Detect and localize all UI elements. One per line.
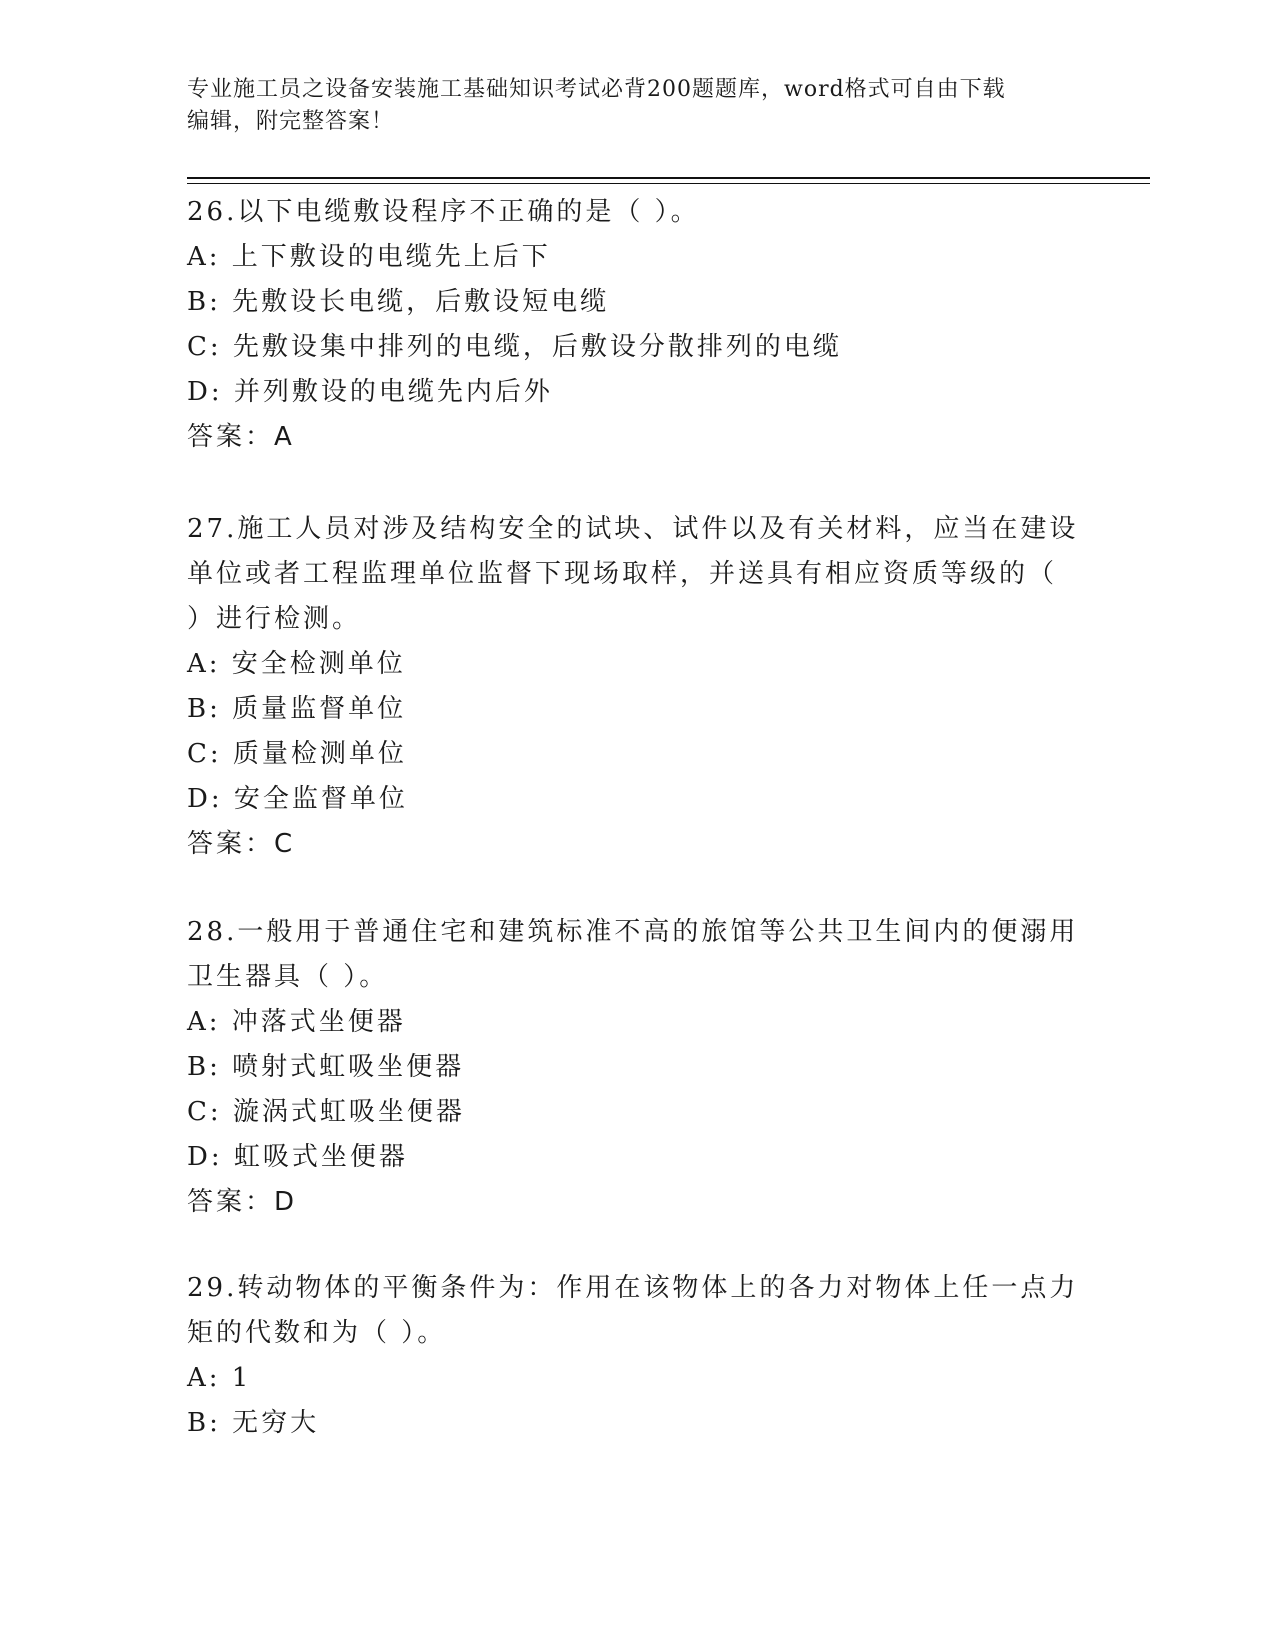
header-divider-thick [187, 177, 1150, 179]
question-29 [187, 1266, 1087, 1446]
option-c: C: 质量检测单位 [187, 739, 407, 769]
option-d: D: 并列敷设的电缆先内后外 [187, 377, 553, 407]
option-d: D: 安全监督单位 [187, 784, 408, 814]
question-stem-line-1: 28.一般用于普通住宅和建筑标准不高的旅馆等公共卫生间内的便溺用 [187, 917, 1079, 947]
option-a: A: 安全检测单位 [187, 649, 406, 679]
answer-line: 答案：D [187, 1187, 298, 1217]
question-27 [187, 507, 1087, 867]
answer-line: 答案：A [187, 422, 295, 452]
option-d: D: 虹吸式坐便器 [187, 1142, 408, 1172]
document-header [187, 74, 1087, 138]
question-stem-line-2: 矩的代数和为（ ）。 [187, 1318, 447, 1348]
option-a: A: 上下敷设的电缆先上后下 [187, 242, 551, 272]
question-list [187, 190, 1087, 1489]
question-stem-line-1: 27.施工人员对涉及结构安全的试块、试件以及有关材料，应当在建设 [187, 514, 1079, 544]
question-28 [187, 910, 1087, 1225]
question-stem-line-2: 单位或者工程监理单位监督下现场取样，并送具有相应资质等级的（ [187, 559, 1058, 589]
question-stem-line-2: 卫生器具（ ）。 [187, 962, 389, 992]
option-a: A: 1 [187, 1363, 252, 1393]
question-stem-line-3: ）进行检测。 [187, 604, 362, 634]
option-b: B: 质量监督单位 [187, 694, 407, 724]
question-stem: 26.以下电缆敷设程序不正确的是（ ）。 [187, 197, 700, 227]
question-26 [187, 190, 1087, 460]
header-line-1: 专业施工员之设备安装施工基础知识考试必背200题题库，word格式可自由下载 [187, 77, 1006, 102]
option-a: A: 冲落式坐便器 [187, 1007, 406, 1037]
option-b: B: 喷射式虹吸坐便器 [187, 1052, 465, 1082]
option-c: C: 漩涡式虹吸坐便器 [187, 1097, 465, 1127]
option-b: B: 无穷大 [187, 1408, 320, 1438]
header-line-2: 编辑，附完整答案！ [187, 109, 395, 134]
header-divider-thin [187, 183, 1150, 184]
option-c: C: 先敷设集中排列的电缆，后敷设分散排列的电缆 [187, 332, 842, 362]
question-stem-line-1: 29.转动物体的平衡条件为：作用在该物体上的各力对物体上任一点力 [187, 1273, 1079, 1303]
option-b: B: 先敷设长电缆，后敷设短电缆 [187, 287, 610, 317]
answer-line: 答案：C [187, 829, 296, 859]
